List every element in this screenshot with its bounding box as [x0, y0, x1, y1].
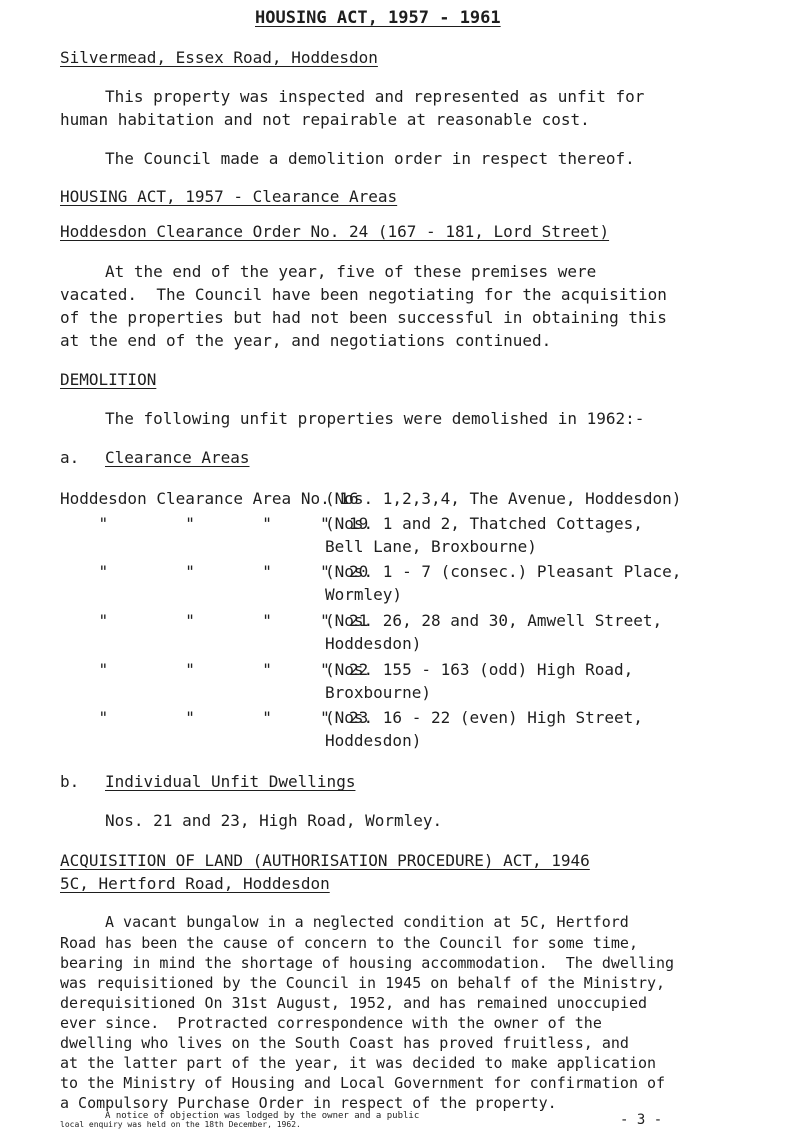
- section-heading-demolition: DEMOLITION: [60, 370, 157, 389]
- paragraph-line: of the properties but had not been successful in obtaining this: [60, 308, 667, 327]
- paragraph-line: to the Ministry of Housing and Local Government for confirmation of: [60, 1074, 666, 1092]
- table-cell-desc: Hoddesdon): [325, 634, 422, 653]
- section-heading-acquisition: ACQUISITION OF LAND (AUTHORISATION PROCEDURE) ACT, 1946: [60, 851, 590, 870]
- paragraph-line: At the end of the year, five of these premises were: [105, 262, 597, 281]
- table-cell-desc: Bell Lane, Broxbourne): [325, 537, 537, 556]
- subheading-clearance-order: Hoddesdon Clearance Order No. 24 (167 - 181, Lord Street): [60, 222, 610, 241]
- paragraph-line: This property was inspected and represented as unfit for: [105, 87, 645, 106]
- paragraph-line: A notice of objection was lodged by the owner and a public: [105, 1111, 420, 1121]
- table-cell-desc: (Nos. 1,2,3,4, The Avenue, Hoddesdon): [325, 489, 682, 508]
- paragraph-line: local enquiry was held on the 18th December, 1962.: [60, 1120, 301, 1129]
- table-row-area: " " " " 20: [60, 562, 369, 581]
- part-b-heading: Individual Unfit Dwellings: [105, 772, 356, 791]
- table-cell-desc: (Nos. 26, 28 and 30, Amwell Street,: [325, 611, 663, 630]
- part-a-label: a.: [60, 448, 80, 467]
- paragraph-line: was requisitioned by the Council in 1945 on behalf of the Ministry,: [60, 974, 666, 992]
- paragraph-line: a Compulsory Purchase Order in respect of the property.: [60, 1094, 557, 1112]
- paragraph-line: Road has been the cause of concern to the Council for some time,: [60, 934, 638, 952]
- page-title: HOUSING ACT, 1957 - 1961: [255, 8, 501, 28]
- table-cell-desc: Hoddesdon): [325, 731, 422, 750]
- paragraph-line: A vacant bungalow in a neglected condition at 5C, Hertford: [105, 913, 629, 931]
- table-row-area: " " " " 22: [60, 660, 369, 679]
- paragraph-line: human habitation and not repairable at reasonable cost.: [60, 110, 590, 129]
- demolition-intro: The following unfit properties were demolished in 1962:-: [105, 409, 645, 428]
- paragraph-line: at the end of the year, and negotiations continued.: [60, 331, 552, 350]
- table-row-area: " " " " 23: [60, 708, 369, 727]
- table-row-area: " " " " 19: [60, 514, 369, 533]
- paragraph-line: at the latter part of the year, it was decided to make application: [60, 1054, 657, 1072]
- table-cell-desc: (Nos. 16 - 22 (even) High Street,: [325, 708, 643, 727]
- table-row-area: Hoddesdon Clearance Area No. 16: [60, 489, 359, 508]
- table-cell-desc: (Nos. 1 and 2, Thatched Cottages,: [325, 514, 643, 533]
- page-number: - 3 -: [620, 1112, 663, 1128]
- part-b-label: b.: [60, 772, 80, 791]
- subheading-hertford-road: 5C, Hertford Road, Hoddesdon: [60, 874, 330, 893]
- part-a-heading: Clearance Areas: [105, 448, 250, 467]
- paragraph-line: ever since. Protracted correspondence with the owner of the: [60, 1014, 602, 1032]
- table-row-area: " " " " 21: [60, 611, 369, 630]
- table-cell-desc: Broxbourne): [325, 683, 431, 702]
- section-heading-clearance-areas: HOUSING ACT, 1957 - Clearance Areas: [60, 187, 398, 206]
- table-cell-desc: (Nos. 1 - 7 (consec.) Pleasant Place,: [325, 562, 682, 581]
- paragraph-line: derequisitioned On 31st August, 1952, and has remained unoccupied: [60, 994, 647, 1012]
- section-heading-silvermead: Silvermead, Essex Road, Hoddesdon: [60, 48, 378, 67]
- table-cell-desc: Wormley): [325, 585, 403, 604]
- table-cell-desc: (Nos. 155 - 163 (odd) High Road,: [325, 660, 634, 679]
- paragraph-line: vacated. The Council have been negotiating for the acquisition: [60, 285, 667, 304]
- paragraph-line: bearing in mind the shortage of housing accommodation. The dwelling: [60, 954, 675, 972]
- paragraph-line: The Council made a demolition order in respect thereof.: [105, 149, 635, 168]
- paragraph-line: dwelling who lives on the South Coast has proved fruitless, and: [60, 1034, 629, 1052]
- part-b-text: Nos. 21 and 23, High Road, Wormley.: [105, 811, 443, 830]
